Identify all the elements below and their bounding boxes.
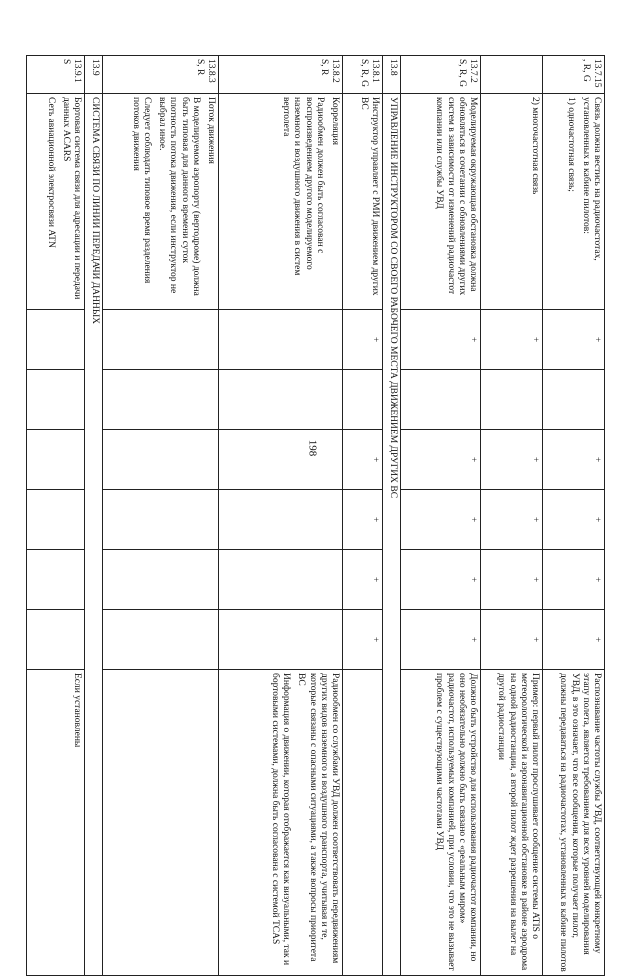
level-mark: + xyxy=(543,490,605,550)
level-mark: + xyxy=(481,490,543,550)
level-mark: + xyxy=(543,430,605,490)
note-paragraph: Пример: первый пилот прослушивает сообщение системы ATIS о метеорологической и аэронавигационной обстановке в районе аэродрома на одной радиостанции, а второй пилот ждет разрешения на вылет на другой радиостанции xyxy=(496,673,540,971)
level-mark: + xyxy=(543,310,605,370)
requirement-text xyxy=(343,94,383,310)
level-mark: + xyxy=(343,490,383,550)
requirement-text xyxy=(401,94,481,310)
requirement-paragraph: Моделируемая окружающая обстановка должна обновляться в сочетании с обновлениями других систем в зависимости от изменений радиочастот компании или службы УВД xyxy=(434,97,478,296)
level-mark xyxy=(343,370,383,430)
requirement-paragraph: Инструктор управляет с РМИ движением других ВС xyxy=(358,97,380,296)
requirement-paragraph: Поток движения xyxy=(206,97,216,164)
level-mark xyxy=(219,610,343,670)
row-number-line: 13.7.2 xyxy=(468,59,478,83)
level-mark: + xyxy=(481,430,543,490)
note-text xyxy=(103,670,219,976)
row-number-line: 13.9 xyxy=(90,59,100,76)
note-paragraph: Должно быть устройство для использования радиочастот компании, но оно необязательно должно быть связано с «реальным миром» радиочастот, используемых компанией, при условии, что это не вызывает проблем с существующими частотами УВД xyxy=(434,673,478,971)
level-mark xyxy=(103,310,219,370)
note-paragraph: Если установлены xyxy=(72,673,82,748)
requirement-text xyxy=(543,94,605,310)
level-mark: + xyxy=(343,610,383,670)
section-row xyxy=(85,56,103,976)
row-number-line: S, R, G xyxy=(456,59,467,87)
note-text xyxy=(543,670,605,976)
level-mark: + xyxy=(343,550,383,610)
row-number-line: 13.8.3 xyxy=(206,59,216,83)
level-mark xyxy=(27,610,85,670)
row-number xyxy=(27,56,85,94)
row-number-line: S, R xyxy=(318,59,329,76)
requirement-paragraph: 1) одночастотная связь; xyxy=(565,97,576,192)
level-mark: + xyxy=(401,490,481,550)
level-mark: + xyxy=(543,610,605,670)
table-row xyxy=(27,56,85,976)
row-number xyxy=(543,56,605,94)
requirement-text xyxy=(27,94,85,310)
row-number xyxy=(103,56,219,94)
page-number: 198 xyxy=(306,439,319,457)
level-mark xyxy=(103,370,219,430)
requirement-paragraph: Радиообмен должен быть согласован с воспроизведением другого моделируемого наземного и воздушного движения в систем вертолета xyxy=(281,97,325,276)
level-mark: + xyxy=(401,610,481,670)
rotated-table-page xyxy=(45,55,605,972)
requirement-paragraph: 2) многочастотная связь xyxy=(530,97,540,195)
requirements-table xyxy=(26,55,605,976)
section-row xyxy=(383,56,401,976)
level-mark: + xyxy=(343,310,383,370)
note-paragraph: Распознавание частоты службы УВД, соответствующей конкретному этапу полета, является требованием для всех уровней моделирования УВД, в это означает, что все сообщения, которые получает пилот, должны передаваться на радиочастотах, установленных в кабине пилотов xyxy=(558,673,602,972)
table-row xyxy=(343,56,383,976)
level-mark xyxy=(219,310,343,370)
level-mark xyxy=(219,550,343,610)
note-paragraph: Информация о движении, которая отображается как визуальными, так и бортовыми системами, должна быть согласована с системой TCAS xyxy=(269,673,292,966)
note-text xyxy=(27,670,85,976)
row-number xyxy=(481,56,543,94)
table-row xyxy=(103,56,219,976)
level-mark xyxy=(27,490,85,550)
level-mark: + xyxy=(481,310,543,370)
table-row xyxy=(401,56,481,976)
requirement-paragraph: Связь должна вестись на радиочастотах, установленных в кабине пилотов: xyxy=(580,97,602,261)
row-number-line: 13.8 xyxy=(388,59,398,76)
row-number xyxy=(343,56,383,94)
level-mark xyxy=(27,370,85,430)
level-mark: + xyxy=(481,610,543,670)
row-number-line: 13.9.1 xyxy=(72,59,82,83)
table-row xyxy=(219,56,343,976)
level-mark xyxy=(481,370,543,430)
level-mark xyxy=(401,370,481,430)
row-number xyxy=(219,56,343,94)
row-number-line: S, R xyxy=(194,59,205,76)
note-text xyxy=(219,670,343,976)
requirement-paragraph: Бортовая система связи для адресации и передачи данных ACARS xyxy=(60,97,82,300)
requirement-paragraph: Следует соблюдать типовое время разделения потоков движения xyxy=(130,97,152,284)
requirement-text xyxy=(481,94,543,310)
level-mark: + xyxy=(401,310,481,370)
note-text xyxy=(401,670,481,976)
row-number-line: 13.8.2 xyxy=(330,59,340,83)
level-mark: + xyxy=(401,430,481,490)
row-number-line: S, R, G xyxy=(358,59,369,87)
level-mark xyxy=(103,490,219,550)
level-mark xyxy=(219,370,343,430)
requirement-paragraph: В моделируемом аэропорту (вертодроме) должна быть типовая для данного времени суток плотность потока движения, если инструктор не выбрал иное. xyxy=(157,97,201,296)
row-number-line: , R, G xyxy=(580,59,591,82)
requirement-text xyxy=(103,94,219,310)
table-row xyxy=(543,56,605,976)
level-mark: + xyxy=(343,430,383,490)
requirement-paragraph: Корреляция xyxy=(330,97,340,145)
note-text xyxy=(343,670,383,976)
level-mark xyxy=(219,430,343,490)
section-title: СИСТЕМА СВЯЗИ ПО ЛИНИИ ПЕРЕДАЧИ ДАННЫХ xyxy=(85,94,103,976)
level-mark: + xyxy=(401,550,481,610)
level-mark xyxy=(27,550,85,610)
note-text xyxy=(481,670,543,976)
row-number xyxy=(383,56,401,94)
level-mark xyxy=(103,430,219,490)
row-number xyxy=(85,56,103,94)
level-mark xyxy=(103,550,219,610)
row-number-line: S xyxy=(60,59,71,65)
row-number-line: 13.8.1 xyxy=(370,59,380,83)
level-mark: + xyxy=(543,550,605,610)
requirement-paragraph: Сеть авиационной электросвязи ATN xyxy=(45,97,56,248)
requirement-text xyxy=(219,94,343,310)
table-row xyxy=(481,56,543,976)
row-number-line: 13.7.15 xyxy=(592,59,602,88)
level-mark xyxy=(27,310,85,370)
level-mark xyxy=(27,430,85,490)
level-mark xyxy=(543,370,605,430)
level-mark xyxy=(103,610,219,670)
section-title: УПРАВЛЕНИЕ ИНСТРУКТОРОМ СО СВОЕГО РАБОЧЕГО МЕСТА ДВИЖЕНИЕМ ДРУГИХ ВС xyxy=(383,94,401,976)
row-number xyxy=(401,56,481,94)
level-mark xyxy=(219,490,343,550)
level-mark: + xyxy=(481,550,543,610)
note-paragraph: Радиообмен со службами УВД должен соответствовать передвижениям других видов наземного и воздушного транспорта, учитывая и те, которые связаны с опасными ситуациями, а также вопросы приоритета ВС xyxy=(296,673,340,964)
